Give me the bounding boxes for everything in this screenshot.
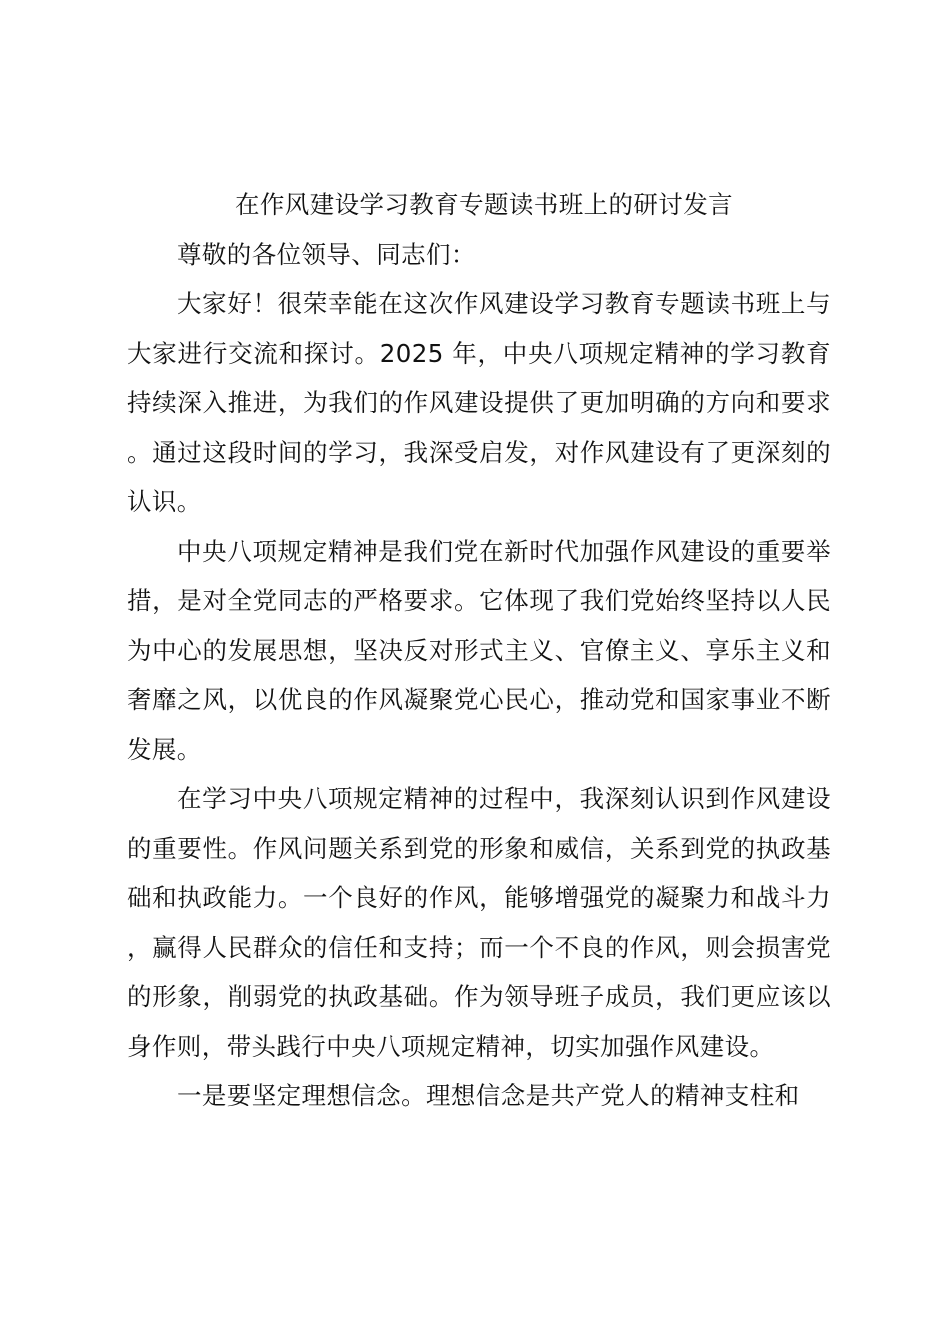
salutation: 尊敬的各位领导、同志们： (177, 239, 476, 269)
paragraph-importance: 在学习中央八项规定精神的过程中，我深刻认识到作风建设的重要性。作风问题关系到党的形象和威信，关系到党的执政基础和执政能力。一个良好的作风，能够增强党的凝聚力和战斗力，赢得人民群众的信任和支持；而一个不良的作风，则会损害党的形象，削弱党的执政基础。作为领导班子成员，我们更应该以身作则，带头践行中央八项规定精神，切实加强作风建设。 (127, 784, 831, 1061)
document-body (127, 180, 831, 1121)
paragraph-intro: 大家好！很荣幸能在这次作风建设学习教育专题读书班上与大家进行交流和探讨。2025 年，中央八项规定精神的学习教育持续深入推进，为我们的作风建设提供了更加明确的方向和要求。通过这段时间的学习，我深受启发，对作风建设有了更深刻的认识。 (127, 289, 831, 516)
paragraph-eight-rules: 中央八项规定精神是我们党在新时代加强作风建设的重要举措，是对全党同志的严格要求。它体现了我们党始终坚持以人民为中心的发展思想，坚决反对形式主义、官僚主义、享乐主义和奢靡之风，以优良的作风凝聚党心民心，推动党和国家事业不断发展。 (127, 536, 831, 764)
document-title: 在作风建设学习教育专题读书班上的研讨发言 (235, 190, 733, 219)
paragraph-point-one: 一是要坚定理想信念。理想信念是共产党人的精神支柱和 (177, 1081, 800, 1110)
